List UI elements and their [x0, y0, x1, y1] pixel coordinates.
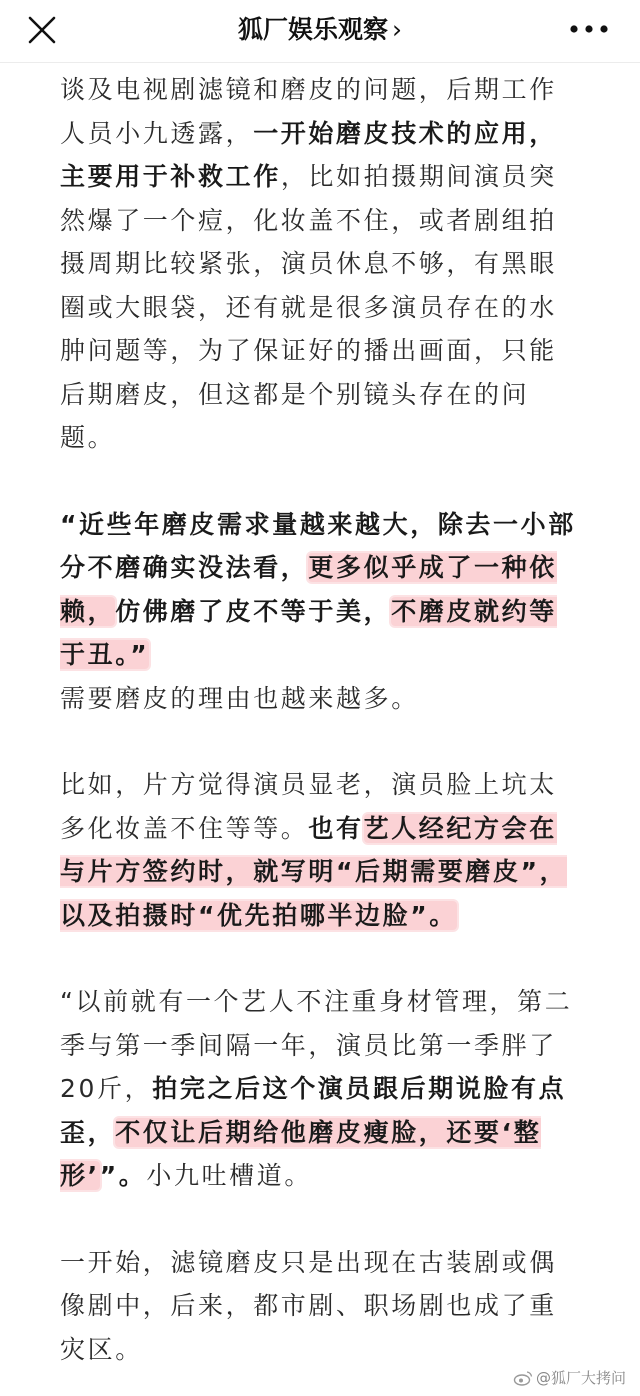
paragraph-4 — [60, 763, 580, 937]
highlighted-text: 更多似乎成了一种依赖， — [60, 553, 557, 626]
more-button[interactable] — [564, 14, 614, 44]
highlighted-text: 不仅让后期给他磨皮瘦脸，还要‘整形’ — [60, 1117, 542, 1190]
paragraph-3: 需要磨皮的理由也越来越多。 — [60, 683, 419, 713]
bold-text: 也有 — [308, 813, 364, 843]
bold-text: ”。 — [99, 1161, 147, 1190]
text-run: “以前就有一个艺人不注重身材管理，第二季与第一季间隔一年，演员比第一季胖了20斤， — [60, 987, 573, 1103]
account-title-link[interactable] — [0, 12, 640, 48]
text-run: 仿佛磨了皮不等于美， — [115, 596, 392, 626]
more-dots-icon — [564, 14, 614, 44]
bold-text: 一开始磨皮技术的应用，主要用于补救工作 — [60, 118, 557, 191]
watermark-text: @狐厂大拷问 — [535, 1369, 626, 1387]
paragraph-6: 一开始，滤镜磨皮只是出现在古装剧或偶像剧中，后来，都市剧、职场剧也成了重灾区。 — [60, 1247, 557, 1364]
paragraph-5 — [60, 980, 580, 1198]
weibo-watermark — [513, 1367, 626, 1388]
chevron-right-icon: › — [392, 15, 402, 44]
article-body — [60, 68, 580, 1371]
account-title: 狐厂娱乐观察 — [237, 15, 388, 44]
highlighted-text: 不磨皮就约等于丑。” — [60, 596, 557, 669]
bold-text: 拍完之后这个演员跟后期说脸有点歪， — [60, 1074, 567, 1147]
text-run: “近些年磨皮需求量越来越大，除去一小部分不磨确实没法看， — [60, 509, 576, 582]
text-run: 小九吐槽道。 — [146, 1161, 312, 1190]
text-run: 谈及电视剧滤镜和磨皮的问题，后期工作人员小九透露， — [60, 75, 557, 148]
highlighted-text: 艺人经纪方会在与片方签约时，就写明“后期需要磨皮”，以及拍摄时“优先拍哪半边脸”。 — [60, 813, 568, 930]
paragraph-1 — [60, 68, 580, 460]
text-run: ，比如拍摄期间演员突然爆了一个痘，化妆盖不住，或者剧组拍摄周期比较紧张，演员休息不够，有黑眼圈或大眼袋，还有就是很多演员存在的水肿问题等，为了保证好的播出画面，只能后期磨皮，但这都是个别镜头存在的问题。 — [60, 162, 557, 452]
top-bar — [0, 0, 640, 63]
weibo-icon — [513, 1370, 533, 1386]
paragraph-2-quote — [60, 503, 580, 677]
text-run: 比如，片方觉得演员显老，演员脸上坑太多化妆盖不住等等。 — [60, 770, 557, 843]
